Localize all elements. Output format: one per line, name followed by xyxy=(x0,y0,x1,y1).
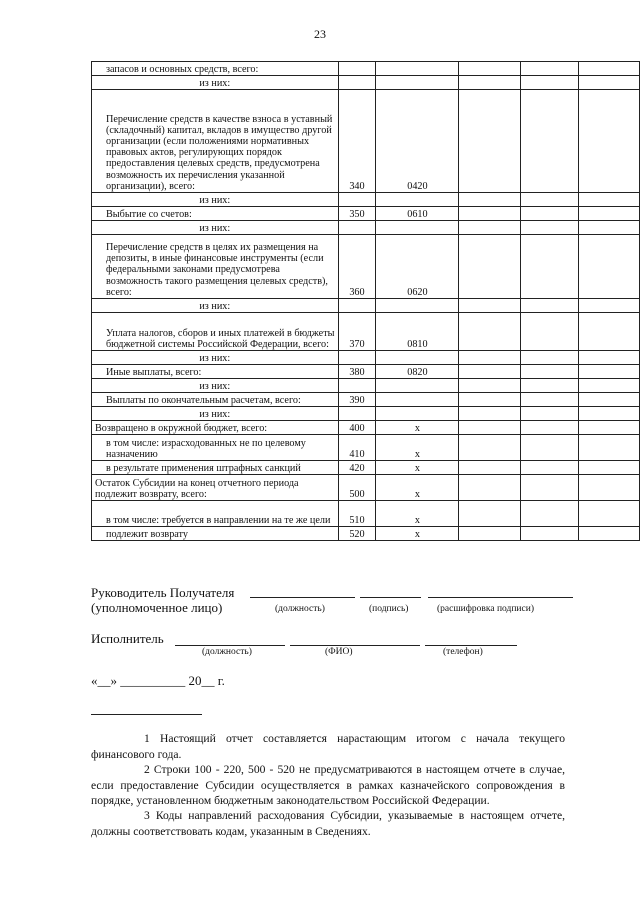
row-direction-code-cell: 0420 xyxy=(376,90,459,193)
row-direction-code-cell xyxy=(376,62,459,76)
row-value-cell xyxy=(520,475,578,501)
row-name-cell: Остаток Субсидии на конец отчетного периода подлежит возврату, всего: xyxy=(92,475,339,501)
row-value-cell xyxy=(520,235,578,299)
row-name-cell: запасов и основных средств, всего: xyxy=(92,62,339,76)
table-row xyxy=(92,435,640,461)
row-value-cell xyxy=(459,421,520,435)
table-row xyxy=(92,299,640,313)
row-code-cell: 500 xyxy=(338,475,376,501)
row-value-cell xyxy=(520,435,578,461)
table-row xyxy=(92,527,640,541)
row-value-cell xyxy=(578,527,639,541)
row-direction-code-cell: x xyxy=(376,421,459,435)
row-value-cell xyxy=(459,76,520,90)
row-value-cell xyxy=(578,351,639,365)
row-value-cell xyxy=(520,461,578,475)
row-code-cell xyxy=(338,407,376,421)
row-code-cell xyxy=(338,221,376,235)
row-value-cell xyxy=(578,407,639,421)
row-value-cell xyxy=(459,351,520,365)
table-row xyxy=(92,62,640,76)
row-code-cell xyxy=(338,193,376,207)
subsidy-report-table xyxy=(91,61,640,541)
row-name-cell: из них: xyxy=(92,299,339,313)
row-direction-code-cell: 0610 xyxy=(376,207,459,221)
row-name-cell: в результате применения штрафных санкций xyxy=(92,461,339,475)
row-name-cell: Уплата налогов, сборов и иных платежей в бюджеты бюджетной системы Российской Федерации, всего: xyxy=(92,313,339,351)
row-name-cell: из них: xyxy=(92,379,339,393)
row-value-cell xyxy=(520,527,578,541)
row-code-cell xyxy=(338,351,376,365)
footnote-3: 3 Коды направлений расходования Субсидии, указываемые в настоящем отчете, должны соответствовать кодам, указанным в Сведениях. xyxy=(91,809,565,838)
row-direction-code-cell xyxy=(376,221,459,235)
row-value-cell xyxy=(520,62,578,76)
date-line: «__» __________ 20__ г. xyxy=(91,673,225,688)
row-value-cell xyxy=(520,501,578,527)
row-value-cell xyxy=(520,193,578,207)
row-value-cell xyxy=(459,501,520,527)
row-value-cell xyxy=(520,407,578,421)
row-name-cell: из них: xyxy=(92,193,339,207)
row-value-cell xyxy=(578,313,639,351)
table-row xyxy=(92,76,640,90)
row-name-cell: Перечисление средств в целях их размещения на депозиты, в иные финансовые инструменты (если федеральными законами предусмотрева возможность такого размещения целевых средств), всего: xyxy=(92,235,339,299)
row-value-cell xyxy=(520,379,578,393)
row-value-cell xyxy=(578,299,639,313)
row-value-cell xyxy=(578,379,639,393)
row-value-cell xyxy=(459,527,520,541)
row-name-cell: Выплаты по окончательным расчетам, всего: xyxy=(92,393,339,407)
footnote-1: 1 Настоящий отчет составляется нарастающим итогом с начала текущего финансового года. xyxy=(91,732,565,761)
row-value-cell xyxy=(459,379,520,393)
row-direction-code-cell xyxy=(376,407,459,421)
row-value-cell xyxy=(459,235,520,299)
row-name-cell: из них: xyxy=(92,407,339,421)
row-value-cell xyxy=(459,475,520,501)
row-value-cell xyxy=(459,393,520,407)
row-direction-code-cell: 0620 xyxy=(376,235,459,299)
row-direction-code-cell xyxy=(376,193,459,207)
table-row xyxy=(92,313,640,351)
footnote-separator xyxy=(91,714,202,715)
row-name-cell: из них: xyxy=(92,351,339,365)
row-value-cell xyxy=(459,193,520,207)
table-row xyxy=(92,221,640,235)
row-direction-code-cell: x xyxy=(376,501,459,527)
row-value-cell xyxy=(578,475,639,501)
row-value-cell xyxy=(578,235,639,299)
row-value-cell xyxy=(578,461,639,475)
row-direction-code-cell xyxy=(376,351,459,365)
row-value-cell xyxy=(520,76,578,90)
row-value-cell xyxy=(578,221,639,235)
row-code-cell: 370 xyxy=(338,313,376,351)
row-value-cell xyxy=(459,221,520,235)
row-code-cell: 350 xyxy=(338,207,376,221)
row-code-cell: 340 xyxy=(338,90,376,193)
row-code-cell: 410 xyxy=(338,435,376,461)
table-row xyxy=(92,393,640,407)
row-value-cell xyxy=(578,207,639,221)
row-code-cell xyxy=(338,379,376,393)
row-value-cell xyxy=(520,207,578,221)
page-number: 23 xyxy=(314,27,326,41)
row-code-cell xyxy=(338,76,376,90)
caption-sign: (подпись) xyxy=(369,604,409,614)
row-name-cell: Выбытие со счетов: xyxy=(92,207,339,221)
row-direction-code-cell: x xyxy=(376,461,459,475)
row-value-cell xyxy=(459,62,520,76)
row-value-cell xyxy=(520,393,578,407)
row-value-cell xyxy=(459,365,520,379)
row-code-cell: 380 xyxy=(338,365,376,379)
table-row xyxy=(92,235,640,299)
row-name-cell: из них: xyxy=(92,76,339,90)
row-value-cell xyxy=(459,407,520,421)
executor-title: Исполнитель xyxy=(91,631,164,646)
table-row xyxy=(92,193,640,207)
row-value-cell xyxy=(459,461,520,475)
row-code-cell: 400 xyxy=(338,421,376,435)
row-value-cell xyxy=(578,421,639,435)
caption-exec-fio: (ФИО) xyxy=(325,647,353,657)
row-direction-code-cell xyxy=(376,76,459,90)
table-row xyxy=(92,475,640,501)
report-table-body xyxy=(92,62,640,541)
row-direction-code-cell xyxy=(376,393,459,407)
table-row xyxy=(92,351,640,365)
row-value-cell xyxy=(578,76,639,90)
executor-position-line xyxy=(175,645,285,646)
row-code-cell: 420 xyxy=(338,461,376,475)
row-value-cell xyxy=(578,501,639,527)
row-code-cell: 510 xyxy=(338,501,376,527)
row-direction-code-cell xyxy=(376,379,459,393)
table-row xyxy=(92,365,640,379)
row-direction-code-cell: x xyxy=(376,527,459,541)
row-name-cell: из них: xyxy=(92,221,339,235)
executor-phone-line xyxy=(425,645,517,646)
head-sign-line xyxy=(360,597,421,598)
caption-decode: (расшифровка подписи) xyxy=(437,604,534,614)
row-value-cell xyxy=(520,365,578,379)
table-row xyxy=(92,379,640,393)
head-decode-line xyxy=(428,597,573,598)
table-row xyxy=(92,421,640,435)
table-row xyxy=(92,501,640,527)
caption-exec-position: (должность) xyxy=(202,647,252,657)
row-value-cell xyxy=(459,435,520,461)
row-code-cell xyxy=(338,299,376,313)
row-direction-code-cell: x xyxy=(376,475,459,501)
row-direction-code-cell: 0820 xyxy=(376,365,459,379)
row-direction-code-cell xyxy=(376,299,459,313)
row-direction-code-cell: x xyxy=(376,435,459,461)
row-value-cell xyxy=(578,365,639,379)
head-title: Руководитель Получателя xyxy=(91,585,235,600)
row-name-cell: Перечисление средств в качестве взноса в уставный (складочный) капитал, вкладов в имущество другой организации (если положениями нормативных правовых актов, регулирующих порядок предоставления целевых средств, предусмотрена возможность их перечисления указанной организации), всего: xyxy=(92,90,339,193)
row-name-cell: Иные выплаты, всего: xyxy=(92,365,339,379)
table-row xyxy=(92,90,640,193)
row-value-cell xyxy=(578,393,639,407)
row-value-cell xyxy=(578,62,639,76)
row-value-cell xyxy=(520,313,578,351)
table-row xyxy=(92,461,640,475)
table-row xyxy=(92,207,640,221)
head-position-line xyxy=(250,597,355,598)
row-value-cell xyxy=(459,207,520,221)
row-name-cell: подлежит возврату xyxy=(92,527,339,541)
row-code-cell xyxy=(338,62,376,76)
row-value-cell xyxy=(520,351,578,365)
row-value-cell xyxy=(520,299,578,313)
row-value-cell xyxy=(459,313,520,351)
row-name-cell: в том числе: израсходованных не по целевому назначению xyxy=(92,435,339,461)
row-code-cell: 520 xyxy=(338,527,376,541)
row-value-cell xyxy=(578,435,639,461)
caption-position: (должность) xyxy=(275,604,325,614)
row-value-cell xyxy=(520,421,578,435)
footnote-2: 2 Строки 100 - 220, 500 - 520 не предусматриваются в настоящем отчете в случае, если предоставление Субсидии осуществляется в рамках казначейского сопровождения в порядке, установленном бюджетным законодательством Российской Федерации. xyxy=(91,763,565,807)
row-name-cell: в том числе: требуется в направлении на те же цели xyxy=(92,501,339,527)
executor-fio-line xyxy=(290,645,420,646)
row-name-cell: Возвращено в окружной бюджет, всего: xyxy=(92,421,339,435)
row-value-cell xyxy=(459,299,520,313)
row-code-cell: 360 xyxy=(338,235,376,299)
row-value-cell xyxy=(520,90,578,193)
head-subtitle: (уполномоченное лицо) xyxy=(91,600,223,615)
row-value-cell xyxy=(578,90,639,193)
row-value-cell xyxy=(459,90,520,193)
row-value-cell xyxy=(520,221,578,235)
caption-exec-phone: (телефон) xyxy=(443,647,483,657)
table-row xyxy=(92,407,640,421)
row-direction-code-cell: 0810 xyxy=(376,313,459,351)
row-code-cell: 390 xyxy=(338,393,376,407)
row-value-cell xyxy=(578,193,639,207)
